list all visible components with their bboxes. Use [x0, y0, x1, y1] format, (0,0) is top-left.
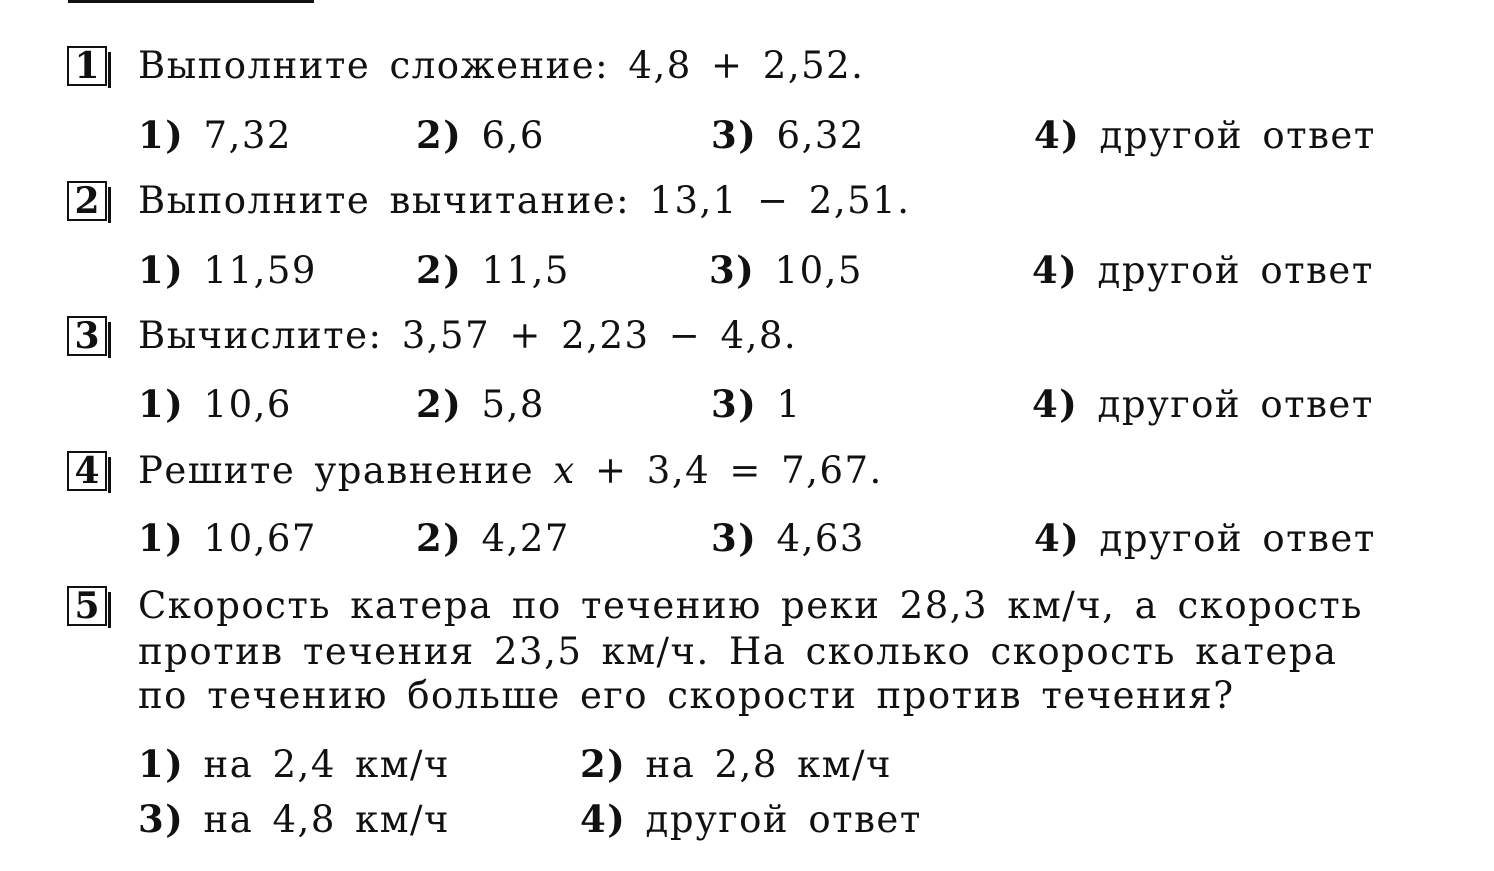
- answer-option: [1034, 112, 1376, 159]
- answer-label: 4): [1032, 382, 1079, 426]
- answer-option: [416, 515, 570, 562]
- answer-option: [138, 796, 450, 843]
- answer-label: 1): [138, 113, 185, 157]
- answer-option: [1032, 381, 1374, 428]
- problem-prompt: Выполните сложение: 4,8 + 2,52.: [138, 44, 865, 87]
- answer-label: 4): [580, 797, 627, 841]
- answer-value: другой ответ: [1099, 114, 1376, 157]
- answer-option: [1032, 247, 1374, 294]
- prompt-suffix: + 3,4 = 7,67.: [595, 449, 883, 492]
- answer-label: 2): [416, 516, 463, 560]
- answer-label: 3): [138, 797, 185, 841]
- answer-value: другой ответ: [645, 798, 922, 841]
- problem-prompt-line: по течению больше его скорости против течения?: [138, 674, 1235, 717]
- answer-label: 3): [711, 113, 758, 157]
- answer-option: [138, 112, 292, 159]
- problem-number-box: 5: [67, 586, 107, 626]
- answer-label: 2): [416, 113, 463, 157]
- answer-value: 1: [776, 383, 802, 426]
- answer-label: 1): [138, 516, 185, 560]
- answer-value: 11,5: [481, 249, 570, 292]
- answer-option: [138, 247, 317, 294]
- answer-value: на 4,8 км/ч: [203, 798, 450, 841]
- problem-number-box: 4: [67, 451, 107, 491]
- answer-label: 4): [1034, 113, 1081, 157]
- answer-option: [138, 515, 317, 562]
- prompt-variable: x: [553, 449, 576, 492]
- problem-prompt: [138, 448, 883, 494]
- answer-value: 11,59: [203, 249, 317, 292]
- answer-value: 4,27: [481, 517, 570, 560]
- answer-label: 2): [416, 248, 463, 292]
- answer-option: [580, 796, 922, 843]
- answer-label: 2): [416, 382, 463, 426]
- answer-option: [711, 381, 802, 428]
- answer-option: [709, 247, 863, 294]
- answer-option: [1034, 515, 1376, 562]
- answer-value: 6,6: [481, 114, 545, 157]
- prompt-prefix: Решите уравнение: [138, 449, 535, 492]
- problem-number-box: 2: [67, 181, 107, 221]
- answer-label: 3): [711, 382, 758, 426]
- answer-value: другой ответ: [1097, 383, 1374, 426]
- answer-label: 4): [1034, 516, 1081, 560]
- answer-label: 2): [580, 742, 627, 786]
- answer-option: [138, 741, 450, 788]
- problem-prompt-line: Скорость катера по течению реки 28,3 км/ч, а скорость: [138, 584, 1363, 627]
- problem-prompt: Вычислите: 3,57 + 2,23 − 4,8.: [138, 314, 798, 357]
- answer-value: 7,32: [203, 114, 292, 157]
- answer-option: [711, 515, 865, 562]
- answer-option: [580, 741, 892, 788]
- answer-value: 10,67: [203, 517, 317, 560]
- answer-label: 3): [709, 248, 756, 292]
- answer-option: [416, 112, 545, 159]
- answer-value: 4,63: [776, 517, 865, 560]
- answer-label: 1): [138, 742, 185, 786]
- answer-label: 3): [711, 516, 758, 560]
- top-rule: [68, 0, 314, 3]
- answer-value: на 2,4 км/ч: [203, 743, 450, 786]
- answer-value: другой ответ: [1099, 517, 1376, 560]
- answer-label: 1): [138, 382, 185, 426]
- answer-value: на 2,8 км/ч: [645, 743, 892, 786]
- answer-label: 1): [138, 248, 185, 292]
- problem-prompt-line: против течения 23,5 км/ч. На сколько скорость катера: [138, 630, 1338, 673]
- answer-option: [138, 381, 292, 428]
- answer-value: 6,32: [776, 114, 865, 157]
- answer-option: [416, 247, 570, 294]
- problem-number-box: 3: [67, 316, 107, 356]
- answer-value: 5,8: [481, 383, 545, 426]
- answer-option: [711, 112, 865, 159]
- answer-option: [416, 381, 545, 428]
- problem-prompt: Выполните вычитание: 13,1 − 2,51.: [138, 179, 911, 222]
- answer-label: 4): [1032, 248, 1079, 292]
- answer-value: 10,6: [203, 383, 292, 426]
- problem-number-box: 1: [67, 46, 107, 86]
- answer-value: другой ответ: [1097, 249, 1374, 292]
- answer-value: 10,5: [774, 249, 863, 292]
